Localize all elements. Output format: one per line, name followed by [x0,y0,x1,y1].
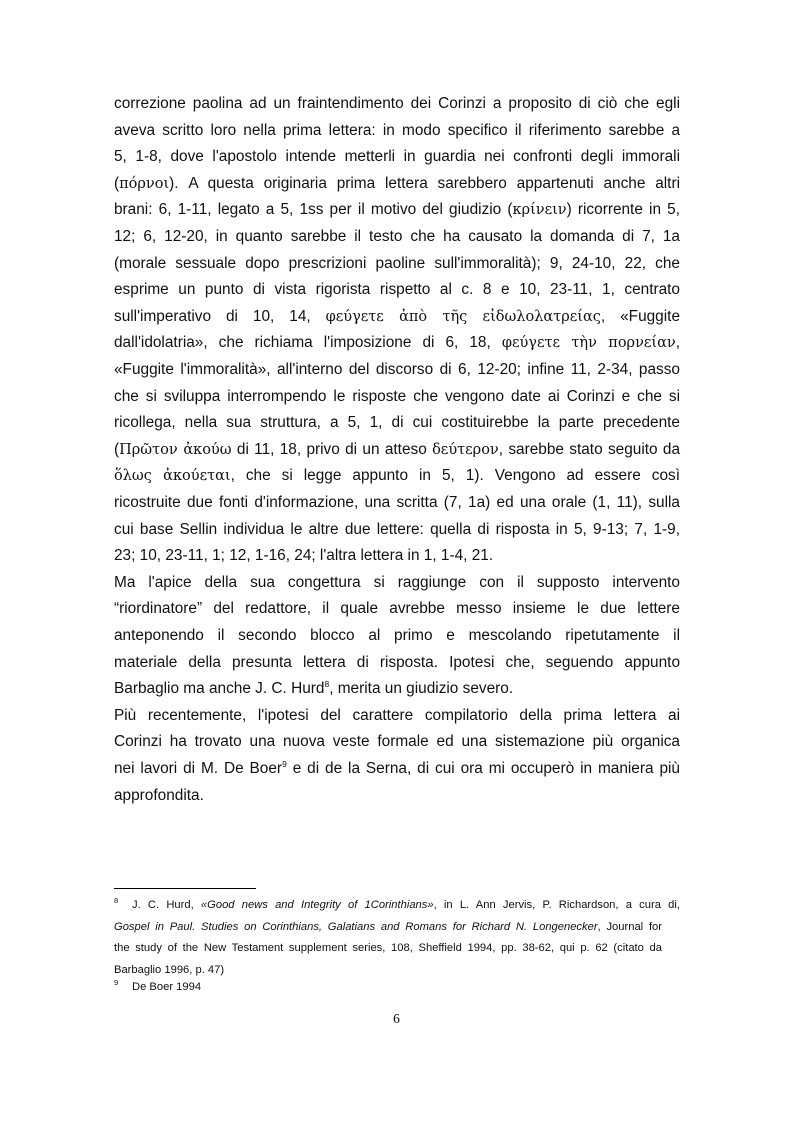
body-line: materiale della presunta lettera di risposta. Ipotesi che, seguendo appunto [114,653,680,671]
body-line: ricollega, nella sua struttura, a 5, 1, di cui costituirebbe la parte precedente [114,414,680,432]
body-line: «Fuggite l'immoralità», all'interno del discorso di 6, 12-20; infine 11, 2-34, passo [114,361,680,378]
body-line: correzione paolina ad un fraintendimento dei Corinzi a proposito di ciò che egli [114,95,680,112]
body-line: (morale sessuale dopo prescrizioni paoline sull'immoralità); 9, 24-10, 22, che [114,254,680,272]
body-line: “riordinatore” del redattore, il quale avrebbe messo insieme le due lettere [114,600,680,618]
footnote-8-line: Gospel in Paul. Studies on Corinthians, Galatians and Romans for Richard N. Longenecker, Journal for [114,920,662,933]
greek-term: ὅλως ἀκούεται [114,468,231,485]
body-line: Barbaglio ma anche J. C. Hurd$^8$, merita un giudizio severo. [114,679,514,698]
footnote-8-line: the study of the New Testament supplement series, 108, Sheffield 1994, pp. 38-62, qui p. 62 (citato da [114,942,662,955]
page-number: 6 [393,1011,400,1026]
body-line: che si sviluppa interrompendo le risposte che vengono date ai Corinzi e che si [114,387,680,405]
footnote-8: 8 J. C. Hurd, «Good news and Integrity of 1Corinthians», in L. Ann Jervis, P. Richardson, a cura di, [114,896,680,911]
body-line: (Πρῶτον ἀκούω di 11, 18, privo di un atteso δεύτερον, sarebbe stato seguito da [114,440,680,458]
body-line: approfondita. [114,786,204,804]
body-line: anteponendo il secondo blocco al primo e mescolando ripetutamente il [114,627,680,644]
greek-term: δεύτερον [432,441,499,458]
footnote-title: Gospel in Paul. Studies on Corinthians, Galatians and Romans for Richard N. Longenecker [114,920,598,933]
footnote-8-line: Barbaglio 1996, p. 47) [114,964,225,977]
footnote-reference: 9 [282,758,287,769]
body-line: Ma l'apice della sua congettura si raggiunge con il supposto intervento [114,573,680,591]
footnote-reference: 8 [324,679,330,690]
body-line: 5, 1-8, dove l'apostolo intende metterli in guardia nei confronti degli immorali [114,148,680,166]
footnote-9: 9 De Boer 1994 [114,978,202,993]
body-line: 12; 6, 12-20, in quanto sarebbe il testo che ha causato la domanda di 7, 1a [114,228,680,245]
greek-term: κρίνειν [512,202,567,219]
body-line: brani: 6, 1-11, legato a 5, 1ss per il motivo del giudizio (κρίνειν) ricorrente in 5, [114,201,680,219]
body-line: sull'imperativo di 10, 14, φεύγετε ἀπὸ τῆς εἰδωλολατρείας, «Fuggite [114,307,680,325]
body-line: esprime un punto di vista rigorista rispetto al c. 8 e 10, 23-11, 1, centrato [114,281,680,299]
body-line: dall'idolatria», che richiama l'imposizione di 6, 18, φεύγετε τὴν πορνείαν, [114,334,680,352]
greek-term: πόρνοι [119,175,170,192]
footnote-separator [114,888,256,889]
body-line: 23; 10, 23-11, 1; 12, 1-16, 24; l'altra lettera in 1, 1-4, 21. [114,547,494,565]
body-line: Più recentemente, l'ipotesi del carattere compilatorio della prima lettera ai [114,706,680,724]
greek-term: φεύγετε ἀπὸ τῆς εἰδωλολατρείας [325,308,601,325]
greek-term: Πρῶτον ἀκούω [119,441,232,458]
body-line: cui base Sellin individua le altre due lettere: quella di risposta in 5, 9-13; 7, 1-9, [114,520,680,538]
body-line: (πόρνοι). A questa originaria prima lettera sarebbero appartenuti anche altri [114,174,680,192]
body-line: ricostruite due fonti d'informazione, una scritta (7, 1a) ed una orale (1, 11), sulla [114,494,680,511]
footnote-title: «Good news and Integrity of 1Corinthians» [200,899,434,911]
body-line: aveva scritto loro nella prima lettera: in modo specifico il riferimento sarebbe a [114,121,680,139]
body-line: ὅλως ἀκούεται, che si legge appunto in 5, 1). Vengono ad essere così [114,467,680,485]
greek-term: φεύγετε τὴν πορνείαν [501,335,676,352]
body-line: Corinzi ha trovato una nuova veste formale ed una sistemazione più organica [114,733,680,751]
body-line: nei lavori di M. De Boer$^9$ e di de la Serna, di cui ora mi occuperò in maniera più [114,758,680,777]
